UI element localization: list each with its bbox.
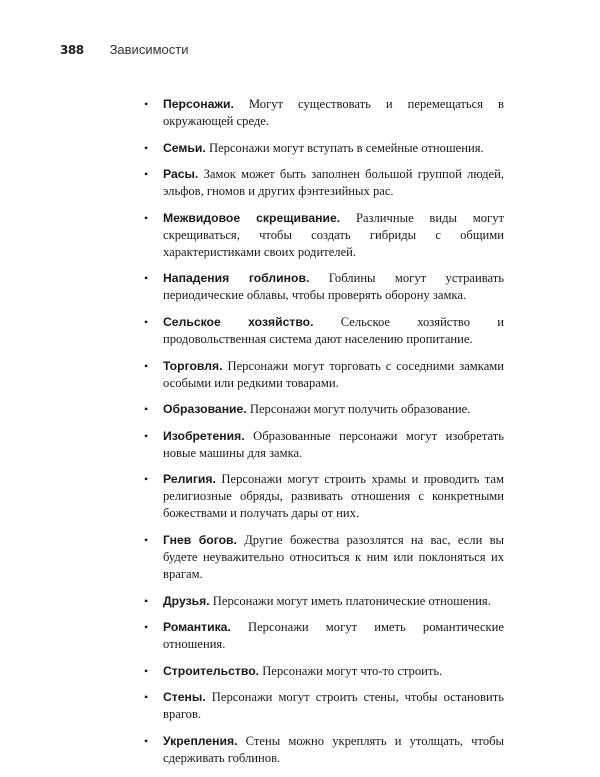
list-item-text: Персонажи могут получить образование. bbox=[249, 402, 471, 417]
list-item-term: Образование. bbox=[163, 402, 247, 417]
list-item-religion bbox=[144, 471, 504, 522]
list-item-text: Персонажи могут строить стены, чтобы остановить врагов. bbox=[163, 690, 504, 722]
list-item-trade bbox=[144, 358, 504, 392]
list-item-term: Романтика. bbox=[163, 620, 231, 635]
list-item-wrath-of-gods bbox=[144, 532, 504, 583]
list-item-term: Сельское хозяйство. bbox=[163, 314, 314, 329]
list-item-text: Гоблины могут устраивать периодические облавы, чтобы проверять оборону замка. bbox=[163, 271, 504, 303]
list-item-term: Стены. bbox=[163, 690, 206, 705]
list-item-education bbox=[144, 401, 504, 418]
list-item-term: Укрепления. bbox=[163, 733, 238, 748]
list-item-text: Персонажи могут иметь платонические отношения. bbox=[212, 593, 491, 608]
list-item-races bbox=[144, 166, 504, 200]
page-number: 388 bbox=[60, 43, 84, 57]
list-item-text: Персонажи могут торговать с соседними замками особыми или редкими товарами. bbox=[163, 358, 504, 390]
list-item-agriculture bbox=[144, 314, 504, 348]
bullet-icon: • bbox=[144, 472, 149, 487]
list-item-inventions bbox=[144, 428, 504, 462]
list-item-term: Семьи. bbox=[163, 140, 206, 155]
list-item-term: Гнев богов. bbox=[163, 532, 237, 547]
list-item-families bbox=[144, 140, 504, 157]
list-item-text: Другие божества разозлятся на вас, если вы будете неуважительно относиться к ним или поклоняться их врагам. bbox=[163, 532, 504, 581]
list-item-characters bbox=[144, 96, 504, 130]
list-item-term: Нападения гоблинов. bbox=[163, 271, 310, 286]
list-item-text: Персонажи могут иметь романтические отношения. bbox=[163, 620, 504, 652]
bullet-icon: • bbox=[144, 620, 149, 635]
bullet-icon: • bbox=[144, 210, 149, 225]
list-item-term: Друзья. bbox=[163, 593, 210, 608]
list-item-text: Могут существовать и перемещаться в окружающей среде. bbox=[163, 97, 504, 128]
bullet-icon: • bbox=[144, 402, 149, 417]
bullet-icon: • bbox=[144, 532, 149, 547]
list-item-term: Персонажи. bbox=[163, 97, 234, 111]
bullet-icon: • bbox=[144, 140, 149, 155]
list-item-walls bbox=[144, 689, 504, 723]
bullet-icon: • bbox=[144, 690, 149, 705]
list-item-term: Межвидовое скрещивание. bbox=[163, 210, 341, 225]
list-item-romance bbox=[144, 619, 504, 653]
bullet-icon: • bbox=[144, 167, 149, 182]
list-item-goblin-raids bbox=[144, 270, 504, 304]
list-item-text: Замок может быть заполнен большой группой людей, эльфов, гномов и других фэнтезийных рас. bbox=[163, 167, 504, 199]
page-header bbox=[60, 42, 188, 62]
dependencies-list bbox=[144, 96, 504, 777]
list-item-term: Религия. bbox=[163, 472, 216, 487]
list-item-term: Строительство. bbox=[163, 663, 260, 678]
list-item-text: Сельское хозяйство и продовольственная система дают населению пропитание. bbox=[163, 314, 504, 346]
list-item-text: Персонажи могут строить храмы и проводить там религиозные обряды, развивать отношения с конкретными божествами и получать дары от них. bbox=[163, 472, 505, 521]
list-item-text: Образованные персонажи могут изобретать новые машины для замка. bbox=[163, 428, 504, 460]
list-item-text: Различные виды могут скрещиваться, чтобы создать гибриды с общими характеристиками своих родителей. bbox=[163, 210, 504, 259]
list-item-text: Персонажи могут вступать в семейные отношения. bbox=[208, 140, 484, 155]
list-item-construction bbox=[144, 663, 504, 680]
list-item-term: Расы. bbox=[163, 167, 199, 182]
running-title: Зависимости bbox=[109, 42, 189, 57]
bullet-icon: • bbox=[144, 271, 149, 286]
list-item-crossbreeding bbox=[144, 210, 504, 261]
list-item-text: Персонажи могут что-то строить. bbox=[262, 663, 443, 678]
bullet-icon: • bbox=[144, 593, 149, 608]
list-item-text: Стены можно укреплять и утолщать, чтобы сдерживать гоблинов. bbox=[163, 733, 504, 765]
list-item-term: Изобретения. bbox=[163, 428, 245, 443]
list-item-term: Торговля. bbox=[163, 358, 223, 373]
bullet-icon: • bbox=[144, 314, 149, 329]
list-item-friends bbox=[144, 593, 504, 610]
bullet-icon: • bbox=[144, 358, 149, 373]
bullet-icon: • bbox=[144, 663, 149, 678]
bullet-icon: • bbox=[144, 428, 149, 443]
bullet-icon: • bbox=[144, 733, 149, 748]
bullet-icon: • bbox=[144, 97, 149, 111]
